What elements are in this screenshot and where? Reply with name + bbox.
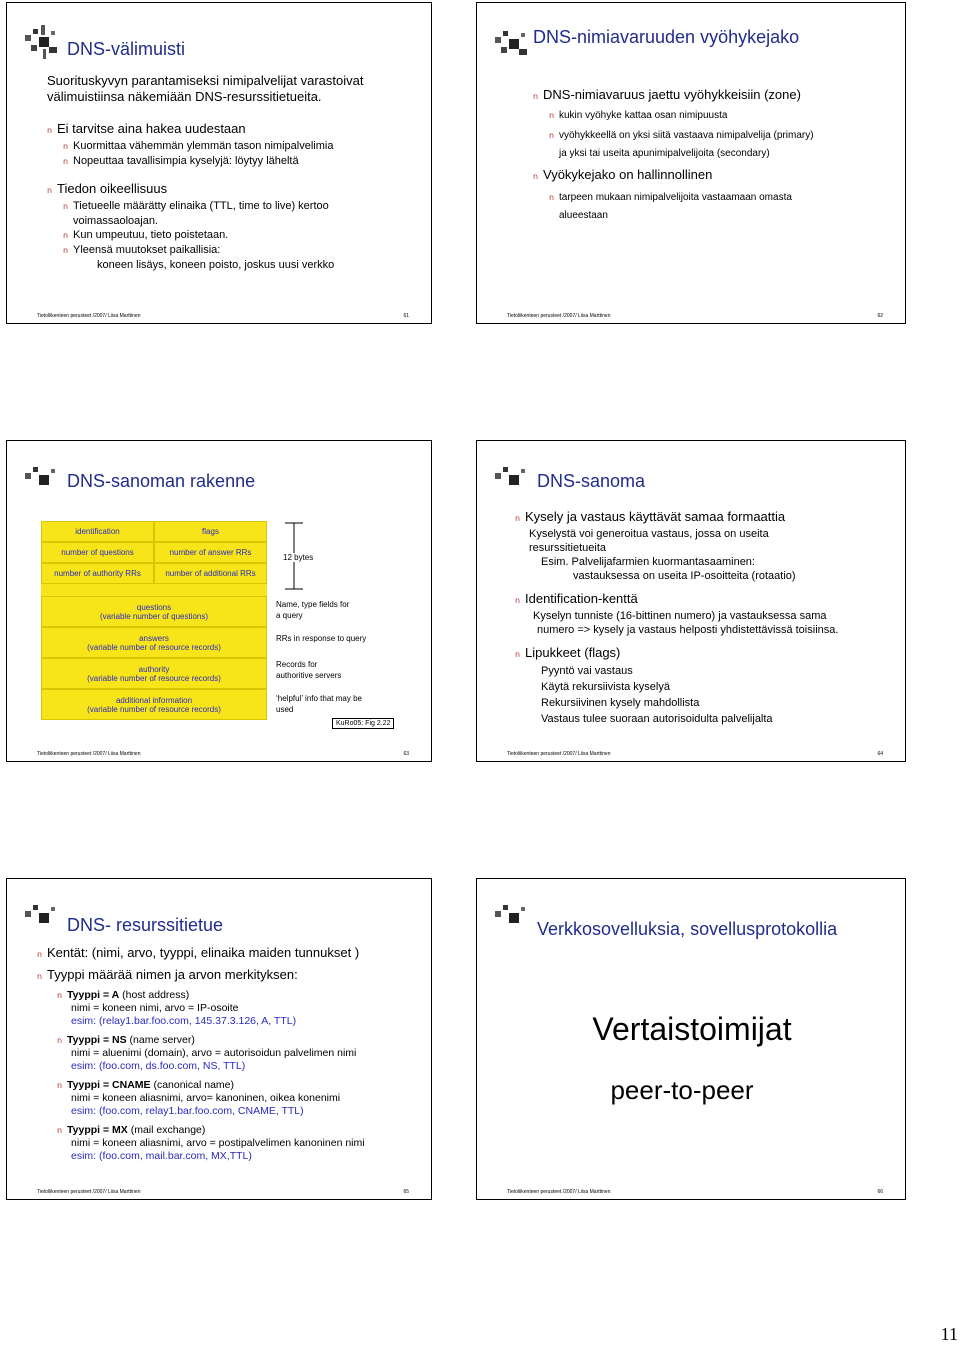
field-additional: additional information (variable number of resource records) — [41, 689, 267, 720]
university-logo-icon — [493, 463, 533, 497]
slide-62 — [476, 2, 906, 324]
note-additional: ‘helpful’ info that may be used — [276, 694, 362, 714]
footer-text: Tietoliikenteen perusteet /2007/ Liisa Marttinen — [507, 313, 611, 319]
bullet: n Ei tarvitse aina hakea uudestaan — [47, 121, 427, 139]
footer-text: Tietoliikenteen perusteet /2007/ Liisa Marttinen — [37, 313, 141, 319]
figure-reference: KuRo05: Fig 2.22 — [332, 718, 394, 729]
big-heading: Vertaistoimijat — [592, 1011, 792, 1047]
footer-text: Tietoliikenteen perusteet /2007/ Liisa Marttinen — [507, 751, 611, 757]
slide-title: DNS-sanoma — [537, 471, 646, 491]
bullet: n Identification-kenttä — [515, 591, 638, 606]
sub-bullet-cont: ja yksi tai useita apunimipalvelijoita (secondary) — [559, 148, 770, 159]
slide-title: Verkkosovelluksia, sovellusprotokollia — [537, 919, 838, 939]
field-num-answer-rrs: number of answer RRs — [154, 542, 267, 563]
text: Vastaus tulee suoraan autorisoidulta palvelijalta — [541, 713, 773, 725]
bullet: n Vyökykejako on hallinnollinen — [533, 167, 713, 182]
field-authority: authority (variable number of resource records) — [41, 658, 267, 689]
university-logo-icon — [493, 27, 533, 61]
slide-64 — [476, 440, 906, 762]
sub-bullet-cont: voimassaoloajan. — [73, 215, 158, 227]
slide-number: 65 — [403, 1189, 409, 1195]
footer-text: Tietoliikenteen perusteet /2007/ Liisa Marttinen — [37, 1189, 141, 1195]
slide-65 — [6, 878, 432, 1200]
bullet: n Tyyppi määrää nimen ja arvon merkityksen: — [37, 967, 298, 982]
field-flags: flags — [154, 521, 267, 542]
intro-line: välimuistiinsa näkemiään DNS-resurssitietueita. — [47, 89, 322, 104]
university-logo-icon — [23, 901, 63, 935]
type-a-desc: nimi = koneen nimi, arvo = IP-osoite — [71, 1002, 239, 1014]
type-mx: n Tyyppi = MX (mail exchange) — [57, 1124, 206, 1136]
type-cname-example: esim: (foo.com, relay1.bar.foo.com, CNAME, TTL) — [71, 1105, 304, 1117]
sub-bullet: n Yleensä muutokset paikallisia: — [63, 244, 221, 256]
type-mx-example: esim: (foo.com, mail.bar.com, MX,TTL) — [71, 1150, 252, 1162]
sub-bullet: n Tietueelle määrätty elinaika (TTL, time to live) kertoo — [63, 200, 329, 212]
bytes-label: 12 bytes — [283, 553, 314, 562]
type-cname: n Tyyppi = CNAME (canonical name) — [57, 1079, 234, 1091]
type-ns-desc: nimi = aluenimi (domain), arvo = autorisoidun palvelimen nimi — [71, 1047, 357, 1059]
sub-bullet-cont: alueestaan — [559, 210, 608, 221]
slide-number: 64 — [877, 751, 883, 757]
university-logo-icon — [23, 25, 63, 59]
footer-text: Tietoliikenteen perusteet /2007/ Liisa Marttinen — [507, 1189, 611, 1195]
slide-number: 63 — [403, 751, 409, 757]
intro-line: Suorituskyvyn parantamiseksi nimipalvelijat varastoivat — [47, 73, 364, 88]
university-logo-icon — [493, 901, 533, 935]
type-ns-example: esim: (foo.com, ds.foo.com, NS, TTL) — [71, 1060, 246, 1072]
bullet: n Kentät: (nimi, arvo, tyyppi, elinaika maiden tunnukset ) — [37, 945, 360, 960]
field-answers: answers (variable number of resource records) — [41, 627, 267, 658]
type-a: n Tyyppi = A (host address) — [57, 989, 190, 1001]
slide-number: 66 — [877, 1189, 883, 1195]
note-authority: Records for authoritive servers — [276, 660, 342, 680]
slide-title: DNS-nimiavaruuden vyöhykejako — [533, 27, 800, 47]
text: numero => kysely ja vastaus helposti yhdistettävissä toisiinsa. — [537, 624, 839, 636]
sub-bullet: n vyöhykkeellä on yksi siitä vastaava nimipalvelija (primary) — [549, 130, 814, 141]
sub-bullet: n kukin vyöhyke kattaa osan nimipuusta — [549, 110, 728, 121]
note-questions: Name, type fields for a query — [276, 600, 350, 620]
field-num-questions: number of questions — [41, 542, 154, 563]
slide-title: DNS-sanoman rakenne — [67, 471, 256, 491]
sub-bullet: n Nopeuttaa tavallisimpia kyselyjä: löytyy läheltä — [63, 155, 299, 167]
field-num-authority-rrs: number of authority RRs — [41, 563, 154, 584]
sub-bullet: n tarpeen mukaan nimipalvelijoita vastaamaan omasta — [549, 192, 792, 203]
text: Rekursiivinen kysely mahdollista — [541, 697, 700, 709]
field-questions: questions (variable number of questions) — [41, 596, 267, 627]
field-identification: identification — [41, 521, 154, 542]
type-mx-desc: nimi = koneen aliasnimi, arvo = postipalvelimen kanoninen nimi — [71, 1137, 365, 1149]
subheading: peer-to-peer — [610, 1075, 754, 1105]
university-logo-icon — [23, 463, 63, 497]
slide-61 — [6, 2, 432, 324]
slide-title: DNS- resurssitietue — [67, 915, 224, 935]
sub-bullet-cont: koneen lisäys, koneen poisto, joskus uusi verkko — [97, 259, 335, 271]
sub-bullet: n Kun umpeutuu, tieto poistetaan. — [63, 229, 229, 241]
bullet: n Kysely ja vastaus käyttävät samaa formaattia — [515, 509, 786, 524]
field-num-additional-rrs: number of additional RRs — [154, 563, 267, 584]
bullet-icon: n — [47, 126, 53, 135]
text: Käytä rekursiivista kyselyä — [541, 681, 670, 693]
type-a-example: esim: (relay1.bar.foo.com, 145.37.3.126, A, TTL) — [71, 1015, 297, 1027]
bullet: n Lipukkeet (flags) — [515, 645, 621, 660]
text: resurssitietueita — [529, 542, 607, 554]
bullet: n DNS-nimiavaruus jaettu vyöhykkeisiin (zone) — [533, 87, 801, 102]
sub-bullet: n Kuormittaa vähemmän ylemmän tason nimipalvelimia — [63, 140, 334, 152]
slide-63 — [6, 440, 432, 762]
note-answers: RRs in response to query — [276, 634, 367, 643]
text: vastauksessa on useita IP-osoitteita (rotaatio) — [573, 570, 796, 582]
text: Pyyntö vai vastaus — [541, 665, 633, 677]
type-ns: n Tyyppi = NS (name server) — [57, 1034, 195, 1046]
type-cname-desc: nimi = koneen aliasnimi, arvo= kanoninen, oikea konenimi — [71, 1092, 341, 1104]
bullet: n Tiedon oikeellisuus — [47, 181, 168, 196]
text: Kyselyn tunniste (16-bittinen numero) ja vastauksessa sama — [533, 610, 827, 622]
slide-number: 61 — [403, 313, 409, 319]
footer-text: Tietoliikenteen perusteet /2007/ Liisa Marttinen — [37, 751, 141, 757]
slide-66 — [476, 878, 906, 1200]
text: Esim. Palvelijafarmien kuormantasaaminen: — [541, 556, 755, 568]
text: Kyselystä voi generoitua vastaus, jossa on useita — [529, 528, 769, 540]
slide-title: DNS-välimuisti — [67, 39, 186, 59]
slide-number: 62 — [877, 313, 883, 319]
page-number: 11 — [940, 1324, 958, 1344]
